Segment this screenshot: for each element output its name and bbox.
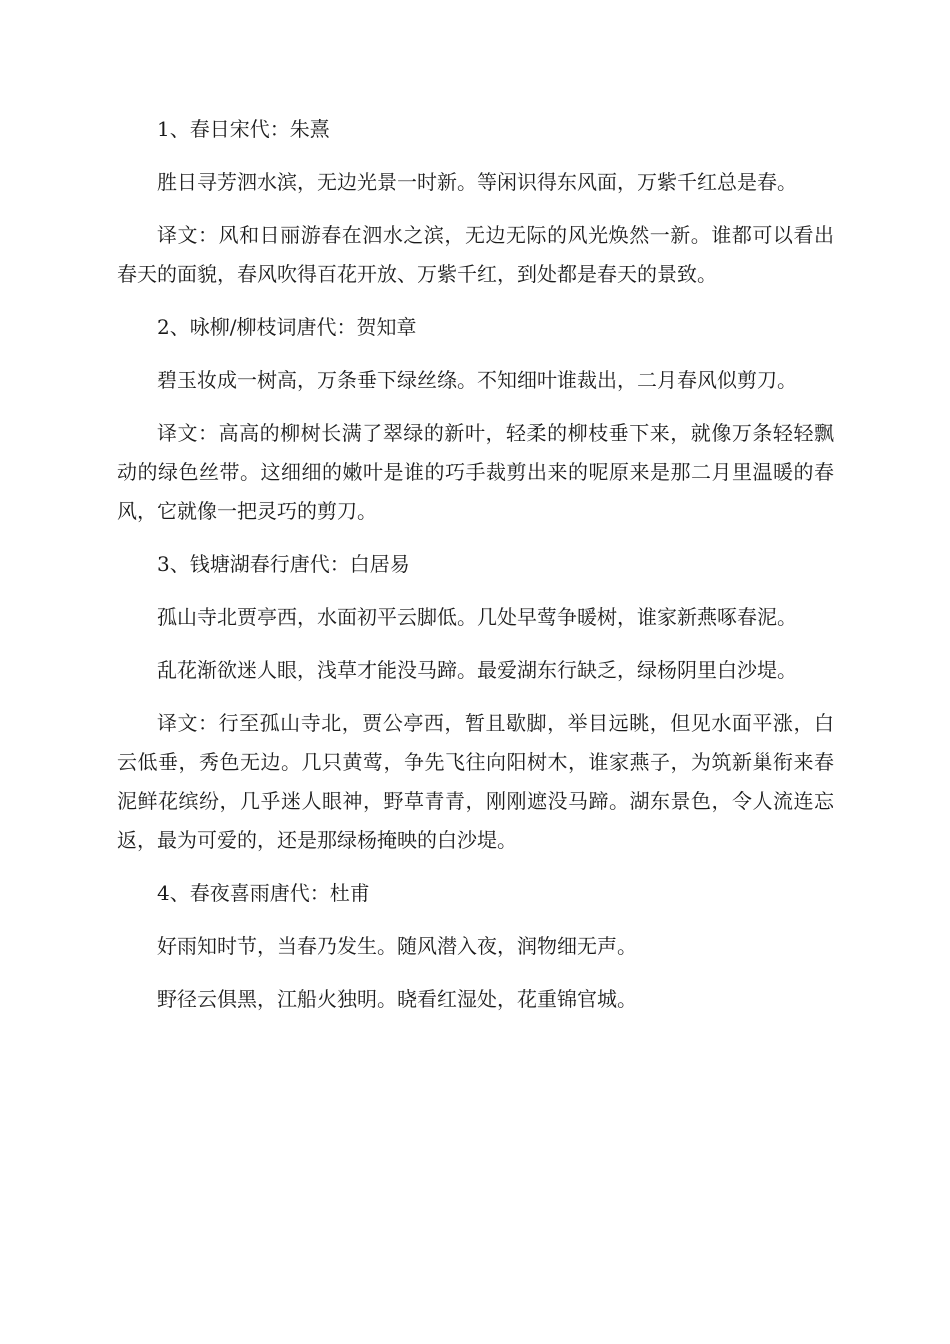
poem-text-4a: 好雨知时节，当春乃发生。随风潜入夜，润物细无声。 <box>157 934 637 958</box>
poem-text-1: 胜日寻芳泗水滨，无边光景一时新。等闲识得东风面，万紫千红总是春。 <box>157 170 797 194</box>
poem-heading-3: 3、钱塘湖春行唐代：白居易 <box>157 552 410 576</box>
poem-text-4b: 野径云俱黑，江船火独明。晓看红湿处，花重锦官城。 <box>157 987 637 1011</box>
translation-2: 译文：高高的柳树长满了翠绿的新叶，轻柔的柳枝垂下来，就像万条轻轻飘动的绿色丝带。这细细的嫩叶是谁的巧手裁剪出来的呢原来是那二月里温暖的春风，它就像一把灵巧的剪刀。 <box>117 421 834 523</box>
poem-text-3a: 孤山寺北贾亭西，水面初平云脚低。几处早莺争暖树，谁家新燕啄春泥。 <box>157 605 797 629</box>
translation-3: 译文：行至孤山寺北，贾公亭西，暂且歇脚，举目远眺，但见水面平涨，白云低垂，秀色无边。几只黄莺，争先飞往向阳树木，谁家燕子，为筑新巢衔来春泥鲜花缤纷，几乎迷人眼神，野草青青，刚刚遮没马蹄。湖东景色，令人流连忘返，最为可爱的，还是那绿杨掩映的白沙堤。 <box>117 711 834 852</box>
poem-heading-2: 2、咏柳/柳枝词唐代：贺知章 <box>157 315 417 339</box>
poem-heading-1: 1、春日宋代：朱熹 <box>157 117 330 141</box>
poem-text-3b: 乱花渐欲迷人眼，浅草才能没马蹄。最爱湖东行缺乏，绿杨阴里白沙堤。 <box>157 658 797 682</box>
poem-heading-4: 4、春夜喜雨唐代：杜甫 <box>157 881 370 905</box>
translation-1: 译文：风和日丽游春在泗水之滨，无边无际的风光焕然一新。谁都可以看出春天的面貌，春风吹得百花开放、万紫千红，到处都是春天的景致。 <box>117 223 834 286</box>
poem-text-2: 碧玉妆成一树高，万条垂下绿丝绦。不知细叶谁裁出，二月春风似剪刀。 <box>157 368 797 392</box>
document-page <box>117 110 834 1033</box>
